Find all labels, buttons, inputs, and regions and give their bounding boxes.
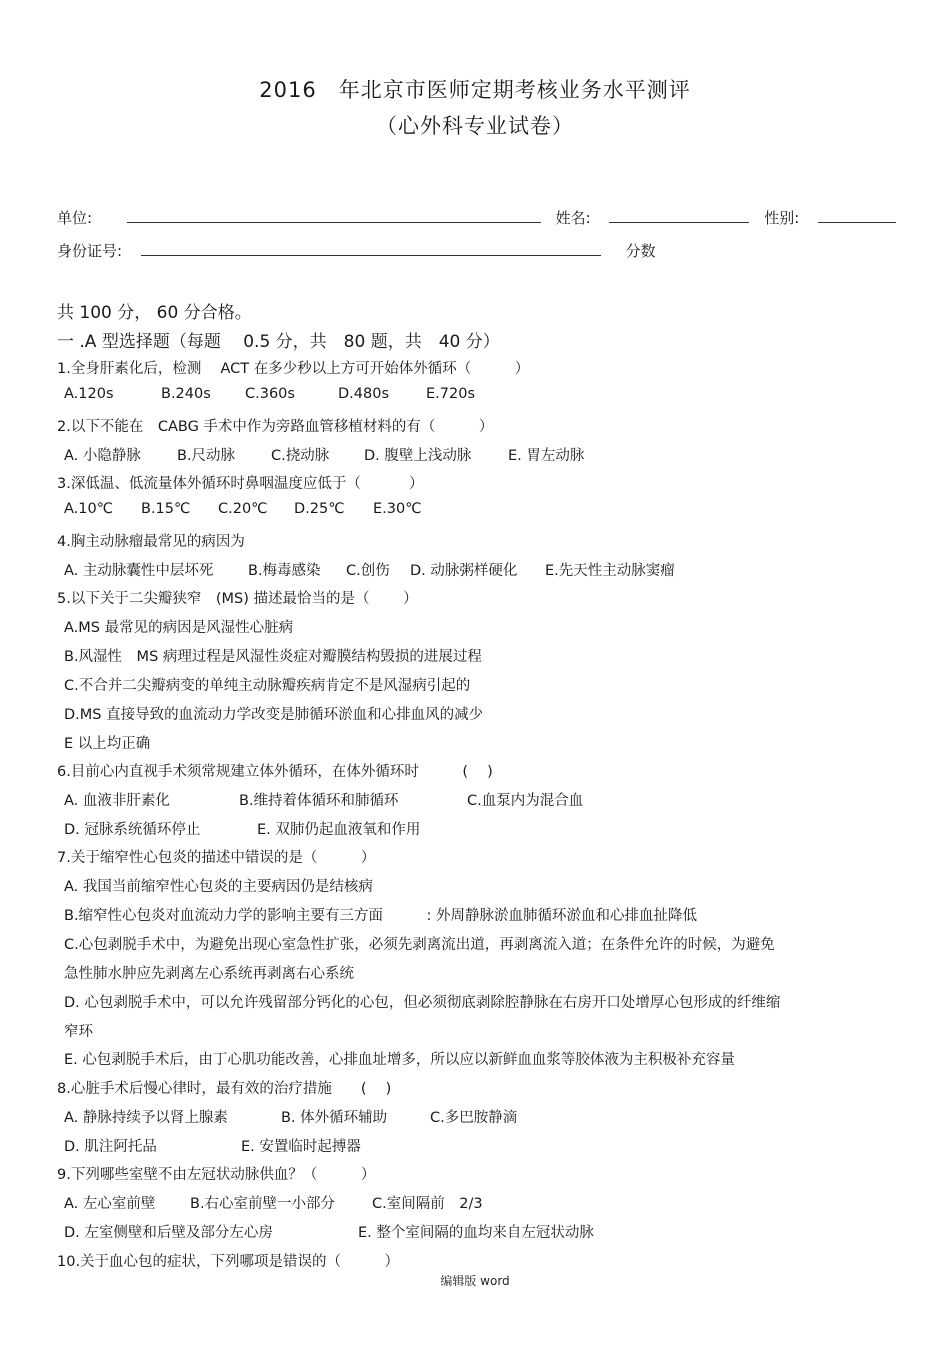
question-stem: 5.以下关于二尖瓣狭窄 (MS) 描述最恰当的是（ ） xyxy=(57,591,418,607)
option[interactable]: E.30℃ xyxy=(373,501,422,517)
option[interactable]: B.尺动脉 xyxy=(177,448,236,464)
option-continued: 窄环 xyxy=(64,1024,93,1040)
option[interactable]: D. 肌注阿托品 xyxy=(64,1139,157,1155)
option[interactable]: D. 左室侧壁和后壁及部分左心房 xyxy=(64,1225,273,1241)
option[interactable]: E.720s xyxy=(426,386,476,402)
question-stem: 4.胸主动脉瘤最常见的病因为 xyxy=(57,534,245,550)
unit-field[interactable] xyxy=(127,208,541,223)
question-stem: 9.下列哪些室壁不由左冠状动脉供血？（ ） xyxy=(57,1167,376,1183)
option[interactable]: C.挠动脉 xyxy=(271,448,330,464)
option[interactable]: C.室间隔前 2/3 xyxy=(372,1196,483,1212)
option[interactable]: E. 安置临时起搏器 xyxy=(241,1139,361,1155)
option[interactable]: A. 小隐静脉 xyxy=(64,448,141,464)
option[interactable]: C.血泵内为混合血 xyxy=(467,793,584,809)
option[interactable]: E. 整个室间隔的血均来自左冠状动脉 xyxy=(358,1225,594,1241)
option[interactable]: C.心包剥脱手术中，为避免出现心室急性扩张，必须先剥离流出道，再剥离流入道；在条件允许的时候，为避免 xyxy=(64,937,775,953)
info-row-1 xyxy=(57,207,906,228)
option[interactable]: B.风湿性 MS 病理过程是风湿性炎症对瓣膜结构毁损的进展过程 xyxy=(64,649,482,665)
option[interactable]: A. 主动脉囊性中层坏死 xyxy=(64,563,214,579)
page-title: 2016 年北京市医师定期考核业务水平测评 xyxy=(259,78,691,102)
option[interactable]: D. 腹壁上浅动脉 xyxy=(364,448,472,464)
page-footer: 编辑版 word xyxy=(440,1274,510,1288)
option[interactable]: E. 双肺仍起血液氧和作用 xyxy=(257,822,421,838)
option[interactable]: B.240s xyxy=(161,386,211,402)
option[interactable]: A.MS 最常见的病因是风湿性心脏病 xyxy=(64,620,294,636)
name-label: 姓名: xyxy=(555,209,591,227)
page-subtitle: （心外科专业试卷） xyxy=(376,114,574,138)
option[interactable]: B.缩窄性心包炎对血流动力学的影响主要有三方面 : 外周静脉淤血肺循环淤血和心排血扯降低 xyxy=(64,908,698,924)
question-stem: 6.目前心内直视手术须常规建立体外循环，在体外循环时 ( ) xyxy=(57,764,493,780)
option[interactable]: B.15℃ xyxy=(141,501,191,517)
option[interactable]: D. 冠脉系统循环停止 xyxy=(64,822,201,838)
option[interactable]: D. 动脉粥样硬化 xyxy=(410,563,518,579)
id-label: 身份证号: xyxy=(57,242,123,260)
option[interactable]: C.创伤 xyxy=(346,563,390,579)
option[interactable]: A.120s xyxy=(64,386,114,402)
id-field[interactable] xyxy=(141,241,601,256)
option[interactable]: B. 体外循环辅助 xyxy=(281,1110,388,1126)
question-stem: 7.关于缩窄性心包炎的描述中错误的是（ ） xyxy=(57,850,376,866)
option[interactable]: B.梅毒感染 xyxy=(248,563,321,579)
option[interactable]: C.360s xyxy=(245,386,295,402)
option[interactable]: D. 心包剥脱手术中，可以允许残留部分钙化的心包，但必须彻底剥除腔静脉在右房开口处增厚心包形成的纤维缩 xyxy=(64,995,781,1011)
question-stem: 8.心脏手术后慢心律时，最有效的治疗措施 ( ) xyxy=(57,1081,392,1097)
score-label: 分数 xyxy=(625,242,656,260)
option[interactable]: C.20℃ xyxy=(218,501,268,517)
option[interactable]: B.右心室前壁一小部分 xyxy=(190,1196,336,1212)
option[interactable]: A. 我国当前缩窄性心包炎的主要病因仍是结核病 xyxy=(64,879,373,895)
option[interactable]: A. 静脉持续予以肾上腺素 xyxy=(64,1110,228,1126)
option-continued: 急性肺水肿应先剥离左心系统再剥离右心系统 xyxy=(64,966,354,982)
question-stem: 3.深低温、低流量体外循环时鼻咽温度应低于（ ） xyxy=(57,476,424,492)
section-title: 一 .A 型选择题（每题 0.5 分，共 80 题，共 40 分） xyxy=(57,332,500,352)
option[interactable]: D.MS 直接导致的血流动力学改变是肺循环淤血和心排血风的减少 xyxy=(64,707,484,723)
option[interactable]: C.多巴胺静滴 xyxy=(430,1110,518,1126)
score-summary: 共 100 分， 60 分合格。 xyxy=(57,303,252,323)
option[interactable]: B.维持着体循环和肺循环 xyxy=(239,793,399,809)
question-stem: 10.关于血心包的症状，下列哪项是错误的（ ） xyxy=(57,1254,400,1270)
option[interactable]: E.先天性主动脉窦瘤 xyxy=(545,563,675,579)
option[interactable]: D.25℃ xyxy=(294,501,345,517)
question-stem: 2.以下不能在 CABG 手术中作为旁路血管移植材料的有（ ） xyxy=(57,419,494,435)
option[interactable]: A.10℃ xyxy=(64,501,114,517)
option[interactable]: E. 心包剥脱手术后，由丁心肌功能改善，心排血址增多，所以应以新鲜血血浆等胶体液为主积极补充容量 xyxy=(64,1052,735,1068)
option[interactable]: D.480s xyxy=(338,386,390,402)
info-row-2 xyxy=(57,240,656,261)
name-field[interactable] xyxy=(609,208,749,223)
option[interactable]: A. 左心室前壁 xyxy=(64,1196,156,1212)
gender-label: 性别: xyxy=(764,209,800,227)
option[interactable]: E. 胃左动脉 xyxy=(508,448,585,464)
option[interactable]: C.不合并二尖瓣病变的单纯主动脉瓣疾病肯定不是风湿病引起的 xyxy=(64,678,471,694)
option[interactable]: A. 血液非肝素化 xyxy=(64,793,170,809)
option[interactable]: E 以上均正确 xyxy=(64,736,151,752)
question-stem: 1.全身肝素化后，检测 ACT 在多少秒以上方可开始体外循环（ ） xyxy=(57,361,530,377)
unit-label: 单位: xyxy=(57,209,93,227)
gender-field[interactable] xyxy=(818,208,896,223)
